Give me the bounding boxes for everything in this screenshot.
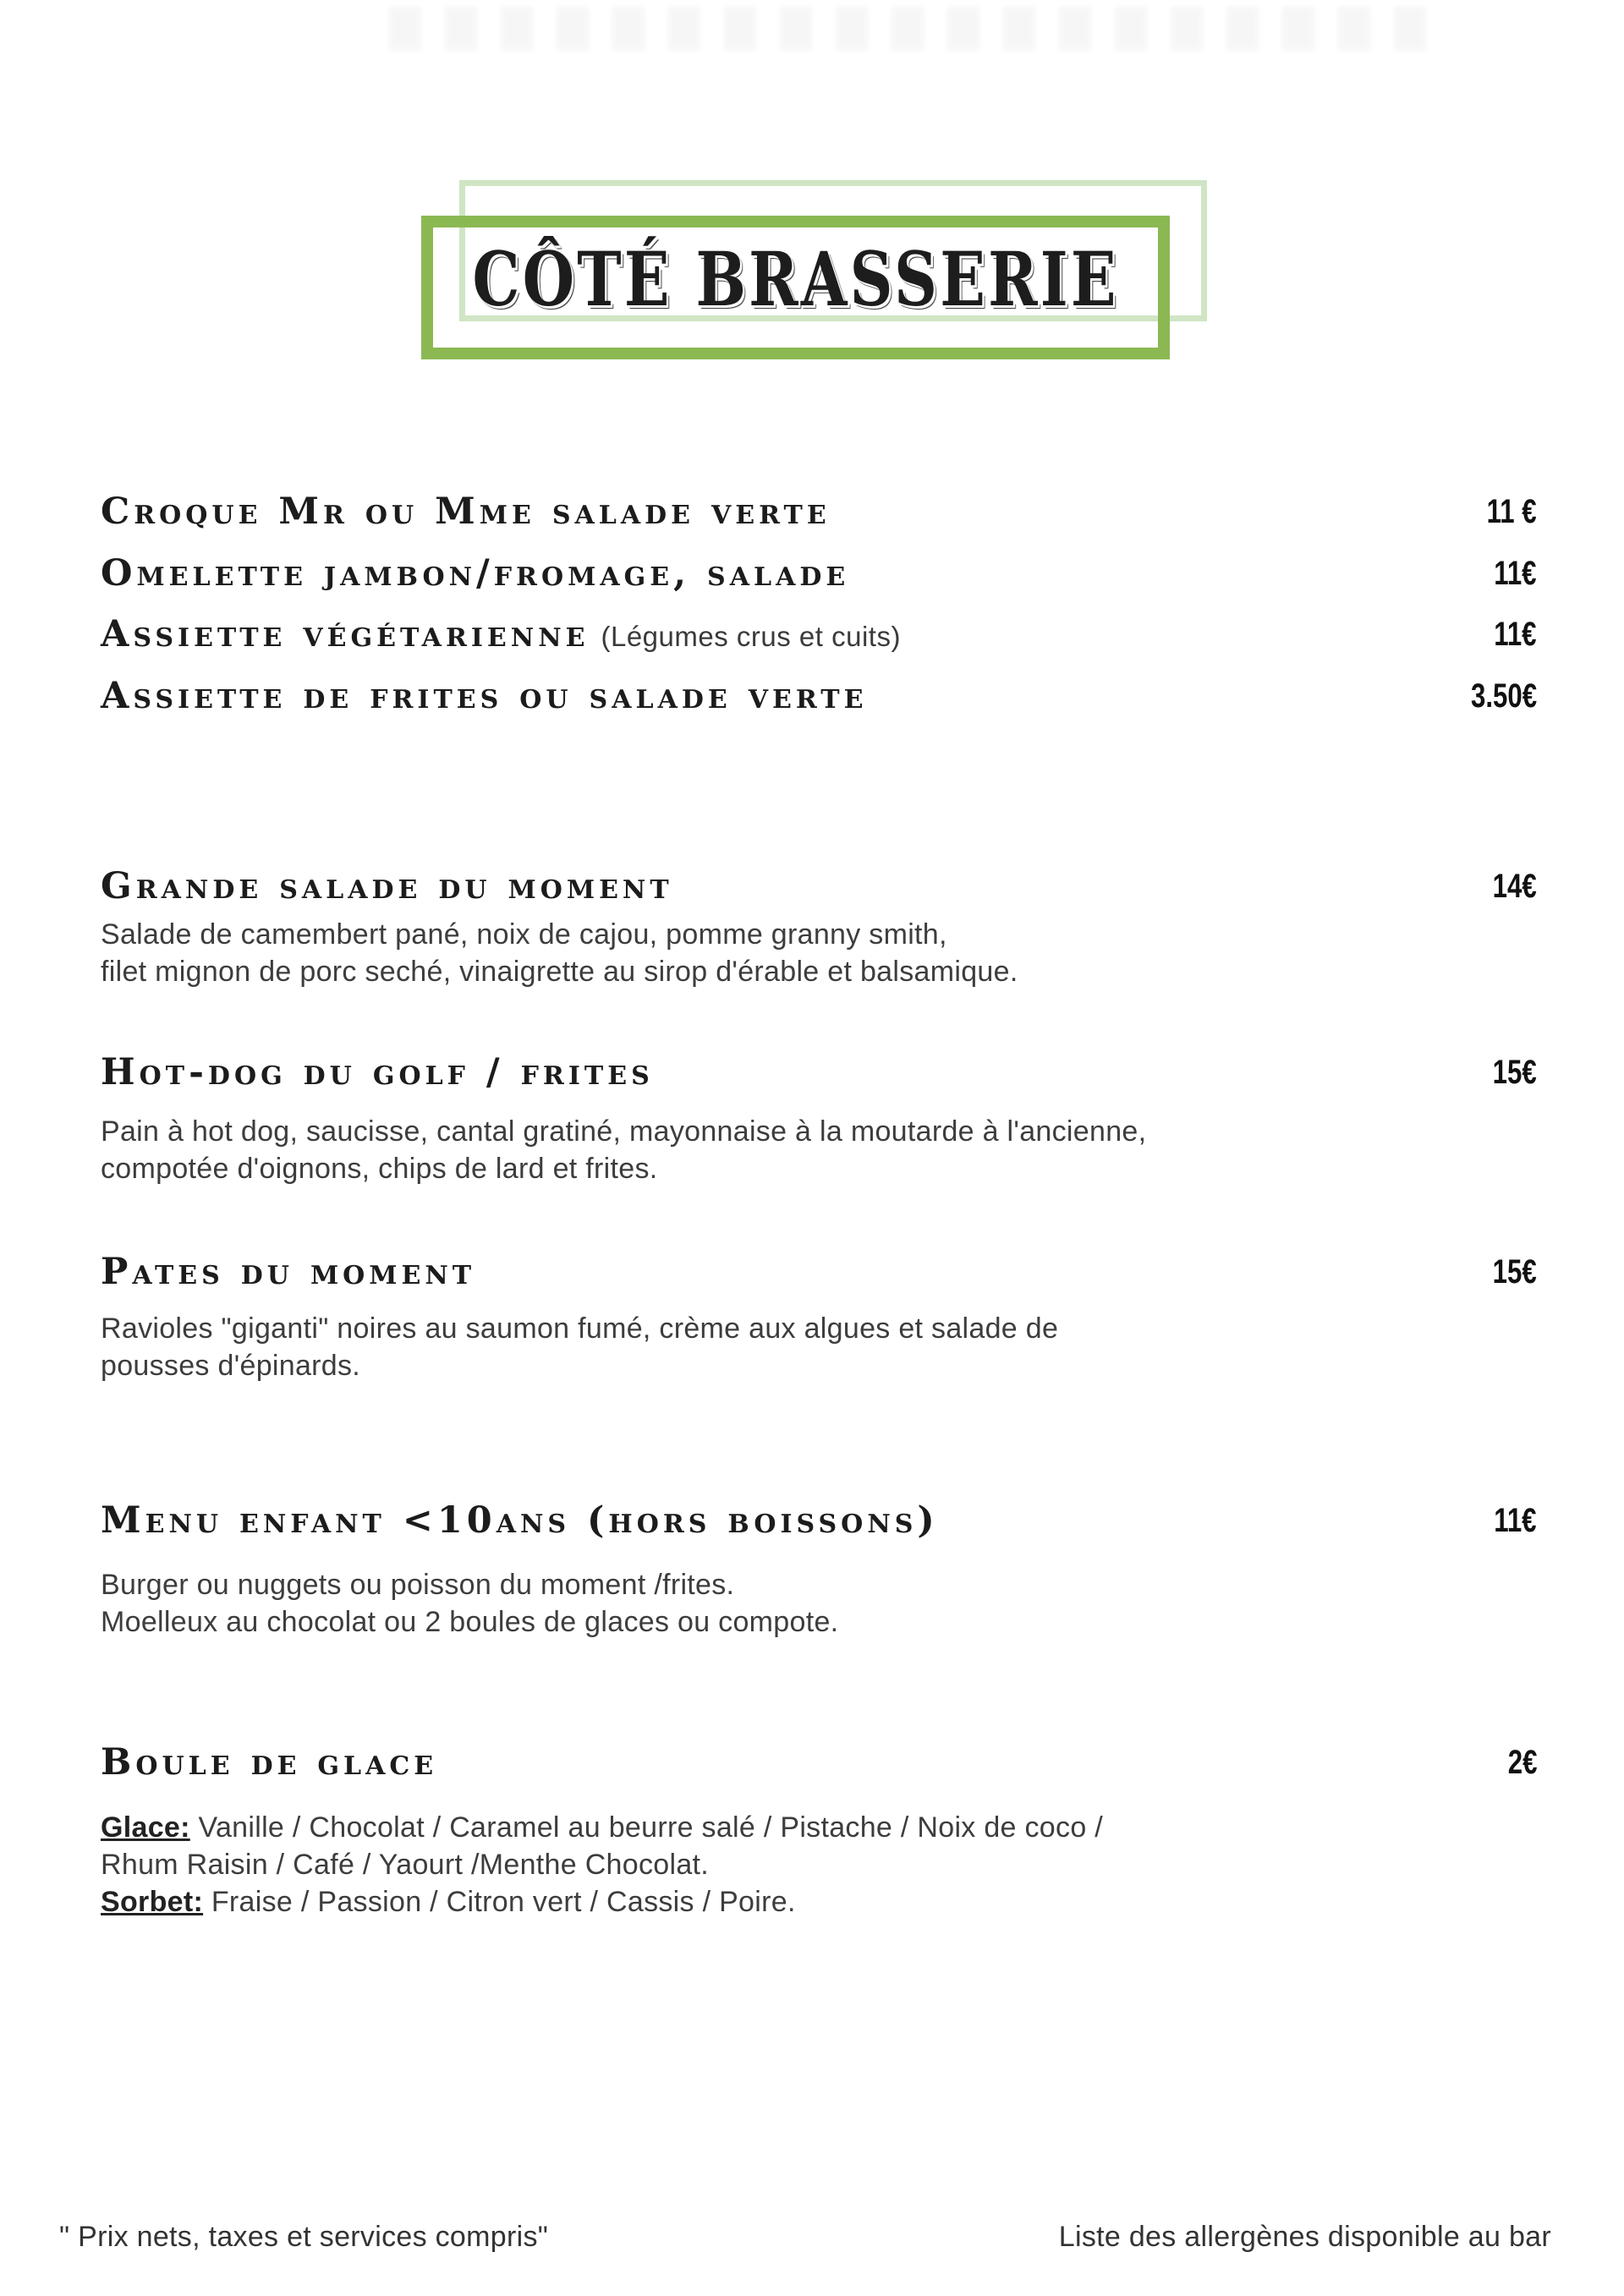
section-pates-desc bbox=[101, 1310, 1420, 1384]
menu-item-price: 11€ bbox=[1494, 615, 1537, 653]
menu-item-name: Omelette jambon/fromage, salade bbox=[101, 552, 850, 595]
section-pates bbox=[101, 1248, 1537, 1296]
section-hot-dog-desc bbox=[101, 1113, 1420, 1187]
menu-item-frites bbox=[101, 672, 1537, 720]
desc-line: filet mignon de porc seché, vinaigrette au sirop d'érable et balsamique. bbox=[101, 956, 1018, 988]
section-price: 15€ bbox=[1492, 1252, 1537, 1290]
section-price: 15€ bbox=[1492, 1053, 1537, 1091]
desc-line: Salade de camembert pané, noix de cajou, pomme granny smith, bbox=[101, 918, 947, 951]
section-grande-salade-desc bbox=[101, 916, 1420, 990]
desc-line: Sorbet: Fraise / Passion / Citron vert / Cassis / Poire. bbox=[101, 1886, 796, 1918]
section-price: 11€ bbox=[1494, 1501, 1537, 1539]
section-menu-enfant bbox=[101, 1497, 1537, 1544]
menu-item-note: (Légumes crus et cuits) bbox=[601, 621, 901, 652]
menu-item-price: 3.50€ bbox=[1470, 677, 1537, 715]
section-title: Pates du moment bbox=[101, 1251, 476, 1293]
section-title: Hot-dog du golf / frites bbox=[101, 1051, 654, 1093]
menu-item-name: Assiette de frites ou salade verte bbox=[101, 675, 868, 717]
section-title: Boule de glace bbox=[101, 1741, 438, 1784]
section-title: Menu enfant <10ans (hors boissons) bbox=[101, 1499, 939, 1542]
footer-allergens-note: Liste des allergènes disponible au bar bbox=[1058, 2221, 1551, 2253]
section-price: 14€ bbox=[1492, 867, 1537, 905]
section-boule-de-glace-desc bbox=[101, 1809, 1420, 1921]
desc-line: pousses d'épinards. bbox=[101, 1350, 361, 1382]
desc-line: compotée d'oignons, chips de lard et frites. bbox=[101, 1153, 658, 1185]
section-title: Grande salade du moment bbox=[101, 865, 673, 907]
menu-item-vegetarienne bbox=[101, 611, 1537, 658]
footer-prices-note: " Prix nets, taxes et services compris" bbox=[59, 2221, 549, 2253]
menu-item-omelette bbox=[101, 550, 1537, 597]
menu-item-name: Croque Mr ou Mme salade verte bbox=[101, 490, 831, 533]
desc-line: Pain à hot dog, saucisse, cantal gratiné, mayonnaise à la moutarde à l'ancienne, bbox=[101, 1115, 1147, 1148]
menu-item-price: 11€ bbox=[1494, 554, 1537, 592]
section-boule-de-glace bbox=[101, 1739, 1537, 1786]
desc-line: Glace: Vanille / Chocolat / Caramel au beurre salé / Pistache / Noix de coco / bbox=[101, 1811, 1104, 1844]
desc-line: Moelleux au chocolat ou 2 boules de glaces ou compote. bbox=[101, 1606, 839, 1638]
menu-item-name: Assiette végétarienne (Légumes crus et cuits) bbox=[101, 613, 901, 655]
section-hot-dog bbox=[101, 1049, 1537, 1096]
desc-line: Burger ou nuggets ou poisson du moment /frites. bbox=[101, 1569, 735, 1601]
desc-line: Ravioles "giganti" noires au saumon fumé, crème aux algues et salade de bbox=[101, 1312, 1059, 1345]
title-banner bbox=[0, 0, 1624, 389]
section-menu-enfant-desc bbox=[101, 1566, 1420, 1641]
page-title: CÔTÉ BRASSERIE bbox=[472, 235, 1119, 323]
title-frame-dark bbox=[421, 216, 1170, 359]
section-price: 2€ bbox=[1507, 1743, 1537, 1781]
desc-line: Rhum Raisin / Café / Yaourt /Menthe Chocolat. bbox=[101, 1849, 710, 1881]
menu-item-croque bbox=[101, 488, 1537, 535]
section-grande-salade bbox=[101, 863, 1537, 910]
menu-item-price: 11 € bbox=[1486, 492, 1537, 530]
